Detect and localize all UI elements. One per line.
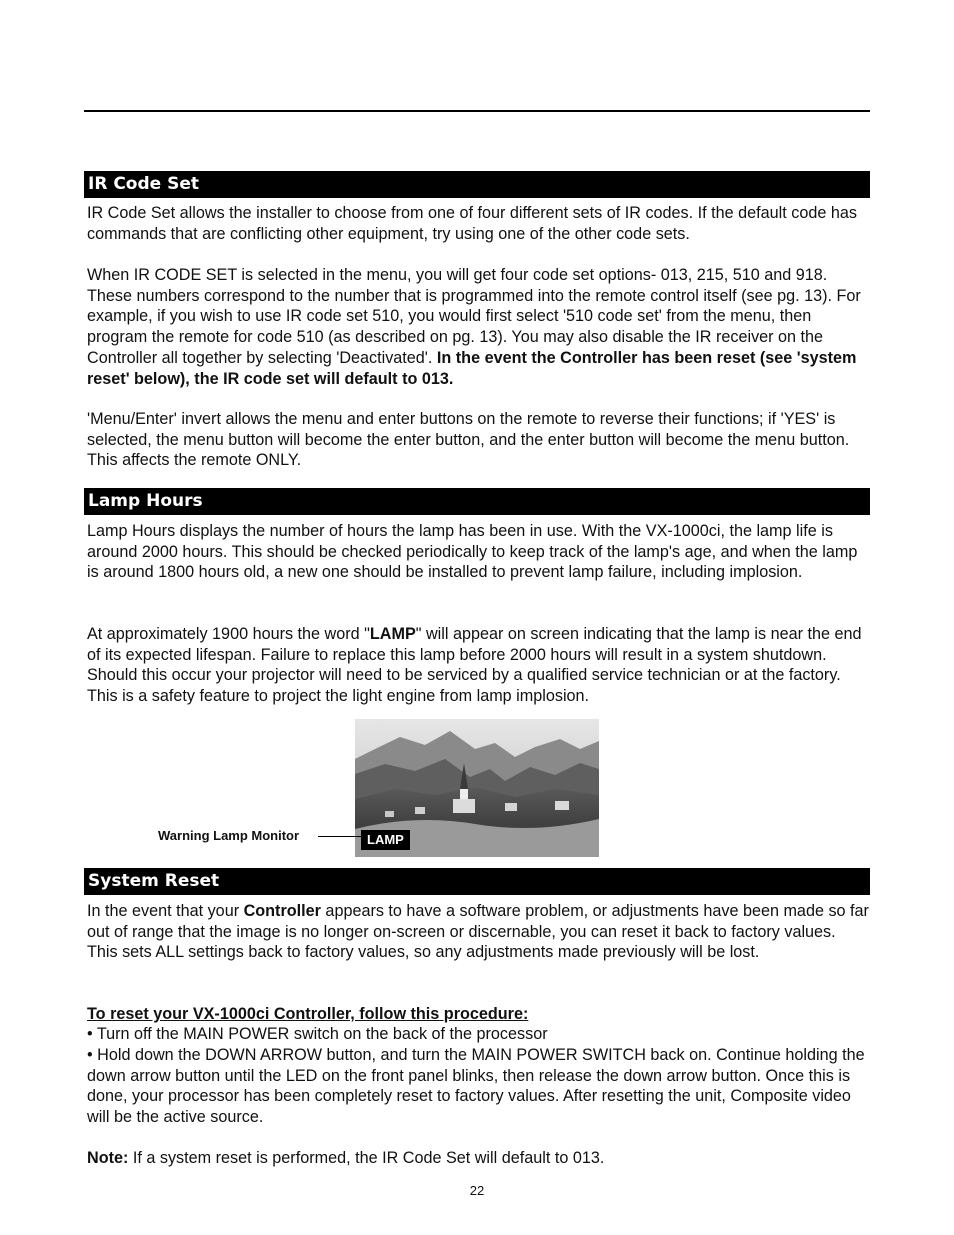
reset-procedure-title (87, 1004, 869, 1025)
reset-paragraph-1 (87, 901, 869, 963)
lamp-word-bold: LAMP (369, 625, 416, 643)
figure-caption: Warning Lamp Monitor (158, 828, 300, 843)
section-heading-system-reset: System Reset (84, 868, 870, 895)
section-heading-lamp-hours: Lamp Hours (84, 488, 870, 515)
ir-paragraph-2-text: When IR CODE SET is selected in the menu, you will get four code set options- 013, 215, 510 and 918. These numbers correspond to the number that is programmed into the remote control itself (see pg. 13). For example, if you wish to use IR code set 510, you would first select '510 code set' from the menu, then program the remote for code 510 (as described on pg. 13). You may also disable the IR receiver on the Controller all together by selecting 'Deactivated'. (87, 266, 861, 367)
ir-paragraph-2 (87, 265, 869, 389)
lamp-paragraph-2-post: " will appear on screen indicating that the lamp is near the end of its expected lifespan. Failure to replace this lamp before 2000 hours will result in a system shutdown. Should this occur your projector will need to be serviced by a qualified service technician or at the factory. This is a safety feature to project the light engine from lamp implosion. (87, 625, 862, 706)
caption-leader-line (318, 836, 361, 837)
reset-paragraph-1-post: appears to have a software problem, or adjustments have been made so far out of range that the image is no longer on-screen or discernable, you can reset it back to factory values. This sets ALL settings back to factory values, so any adjustments made previously will be lost. (87, 902, 869, 962)
header-rule (84, 110, 870, 112)
reset-paragraph-1-pre: In the event that your (87, 902, 244, 920)
reset-paragraph-1-bold: Controller (243, 902, 321, 920)
reset-note (87, 1148, 869, 1169)
note-text: If a system reset is performed, the IR Code Set will default to 013. (128, 1149, 605, 1167)
lamp-paragraph-2-pre: At approximately 1900 hours the word " (87, 625, 370, 643)
reset-bullet-2: • Hold down the DOWN ARROW button, and turn the MAIN POWER SWITCH back on. Continue holding the down arrow button until the LED on the front panel blinks, then release the down arrow button. Once this is done, your processor has been completely reset to factory values. After resetting the unit, Composite video will be the active source. (87, 1046, 865, 1127)
lamp-paragraph-1: Lamp Hours displays the number of hours the lamp has been in use. With the VX-1000ci, the lamp life is around 2000 hours. This should be checked periodically to keep track of the lamp's age, and when the lamp is around 1800 hours old, a new one should be installed to prevent lamp failure, including implosion. (87, 522, 858, 582)
page-number: 22 (469, 1183, 485, 1198)
ir-paragraph-1: IR Code Set allows the installer to choose from one of four different sets of IR codes. If the default code has commands that are conflicting other equipment, try using one of the other code sets. (87, 204, 857, 243)
reset-bullet-1: • Turn off the MAIN POWER switch on the back of the processor (87, 1025, 548, 1043)
ir-paragraph-3: 'Menu/Enter' invert allows the menu and enter buttons on the remote to reverse their functions; if 'YES' is selected, the menu button will become the enter button, and the enter button will become the menu button. This affects the remote ONLY. (87, 410, 850, 470)
lamp-warning-badge: LAMP (361, 830, 410, 850)
lamp-paragraph-2 (87, 624, 869, 707)
ir-paragraph-2-bold: In the event the Controller has been reset (see 'system reset' below), the IR code set will default to 013. (87, 348, 857, 388)
note-label: Note: (87, 1149, 129, 1167)
reset-procedure-title-text: To reset your VX-1000ci Controller, follow this procedure: (87, 1005, 529, 1023)
section-heading-ir-code-set: IR Code Set (84, 171, 870, 198)
